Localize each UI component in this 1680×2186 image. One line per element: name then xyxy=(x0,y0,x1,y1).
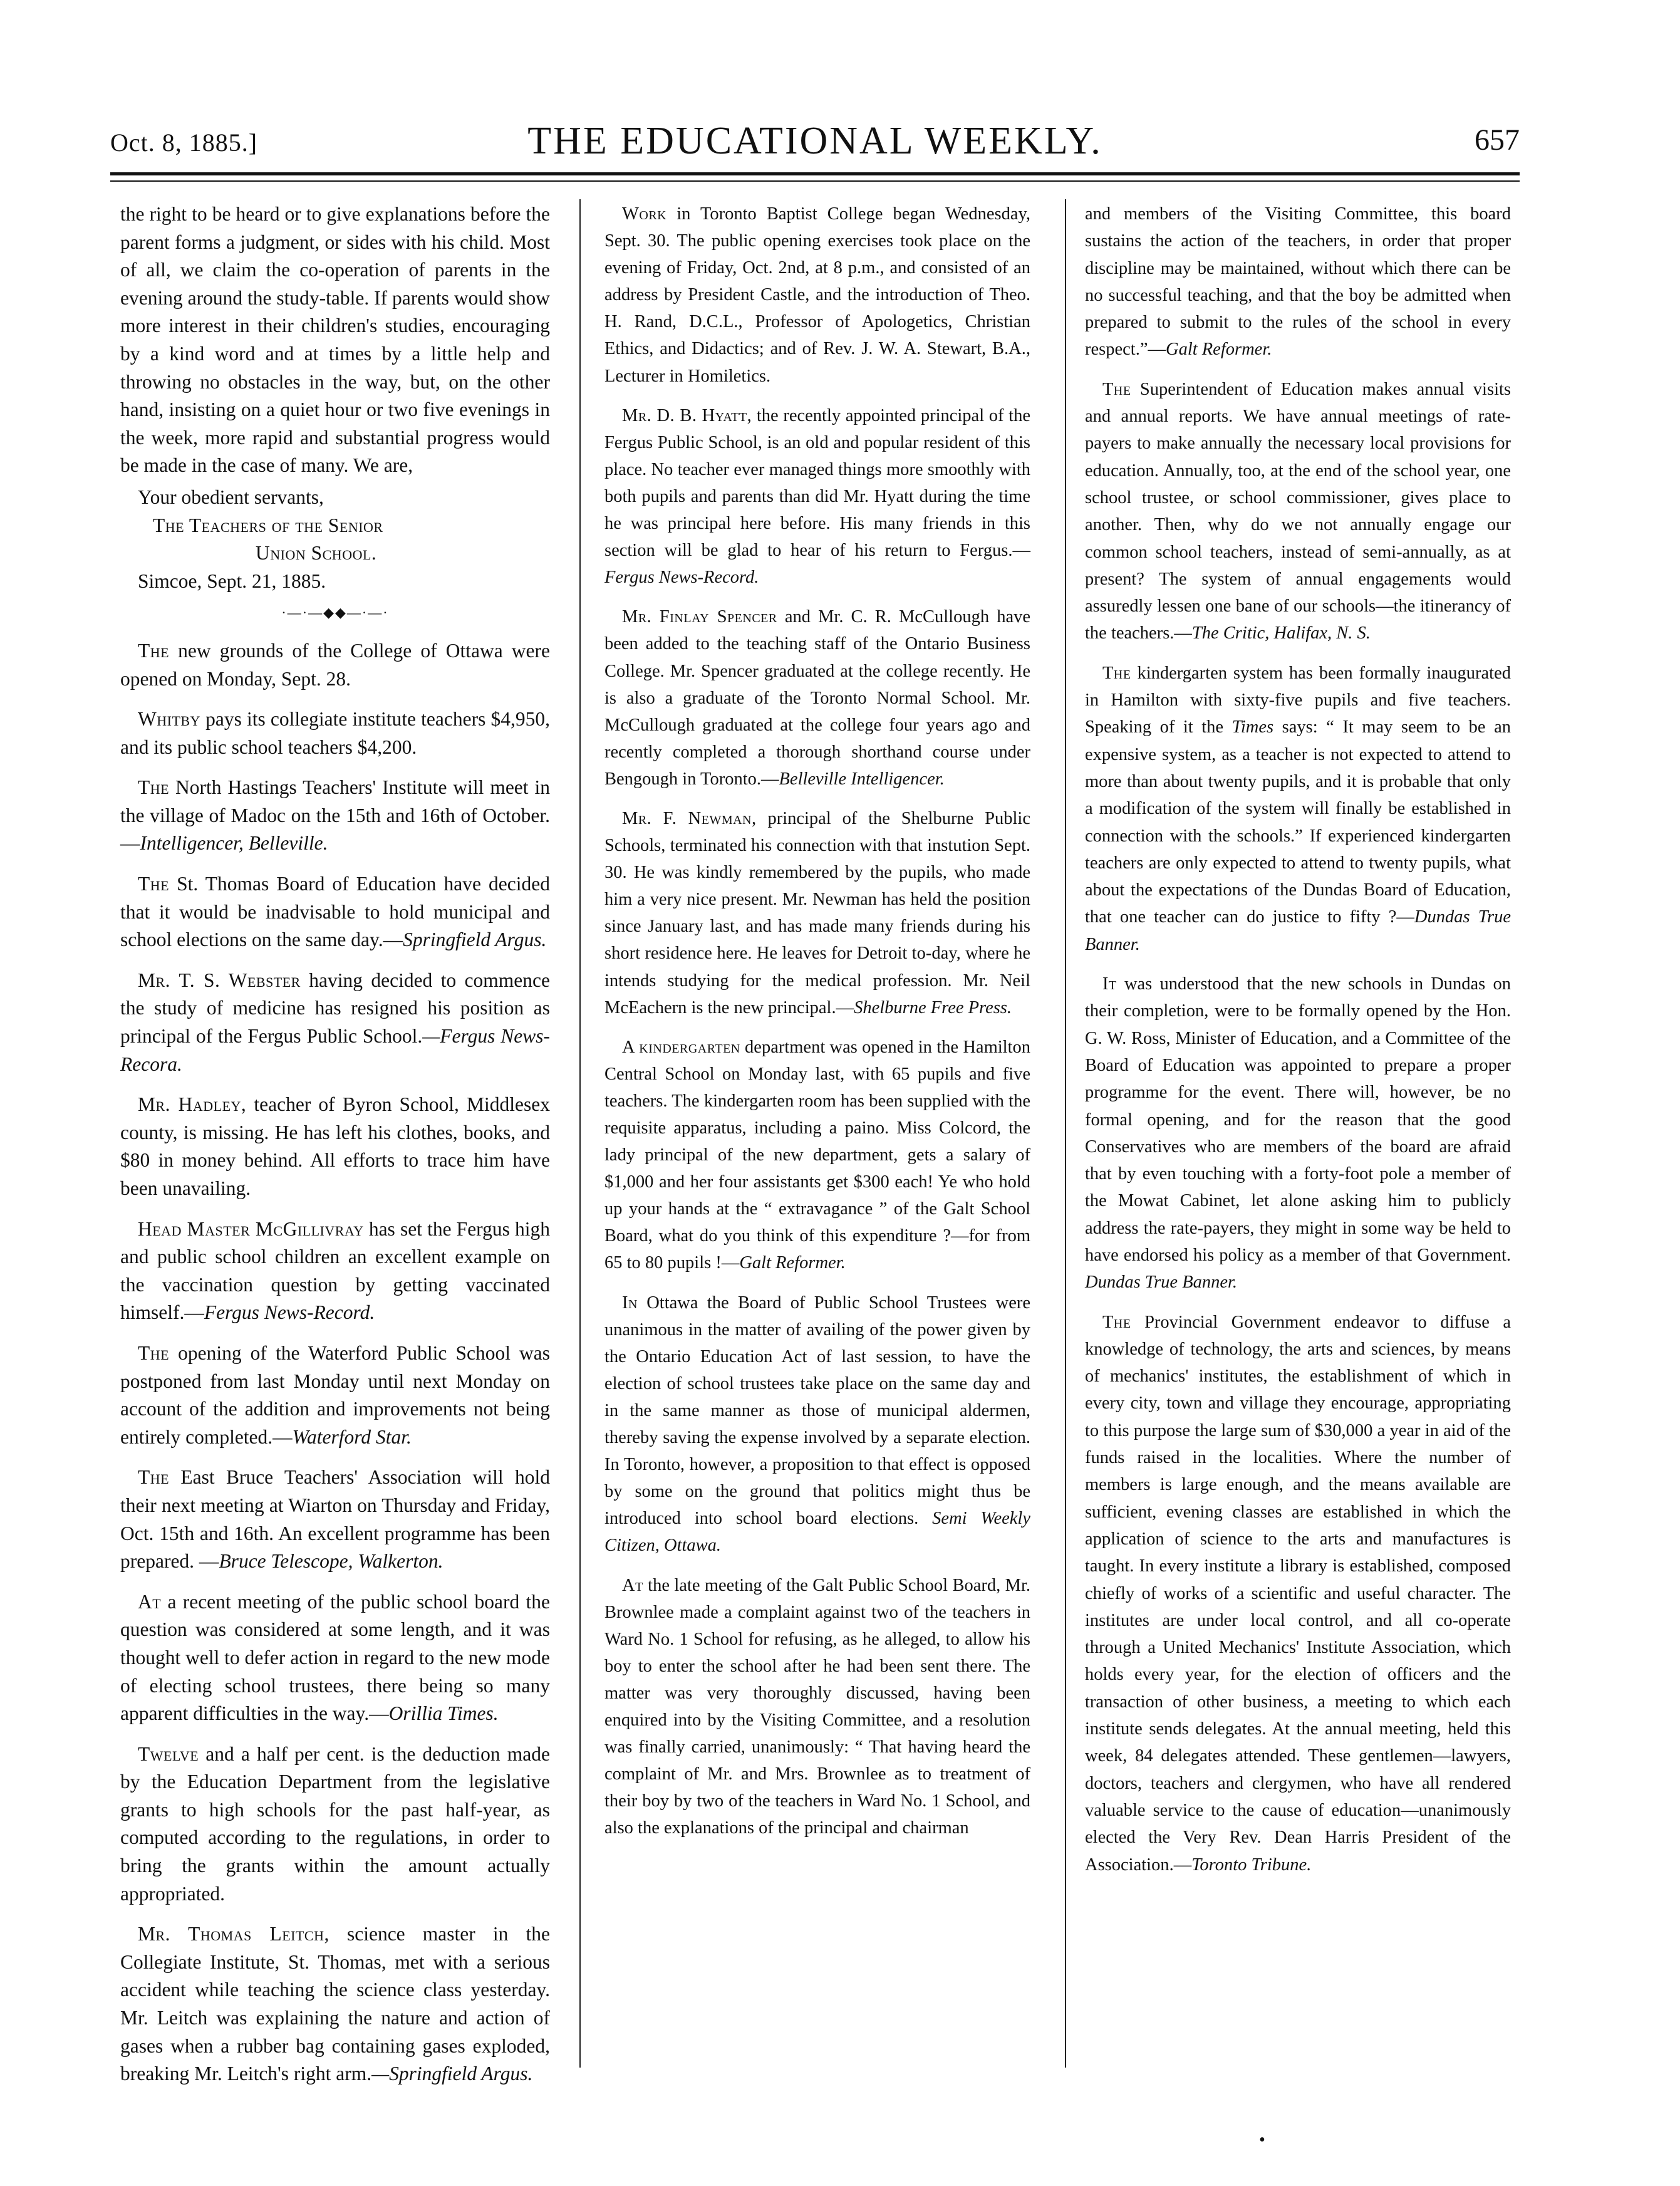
news-item: It was understood that the new schools in Dundas on their completion, were to be formally opened by the Hon. G. W. Ross, Minister of Education, and a Committee of the Board of Education was appointed to prepare a proper programme for the event. There will, however, be no formal opening, and for the reason that the good Conservatives who are members of the board are afraid that by even touching with a forty-foot pole a member of the Mowat Cabinet, let alone asking him to publicly address the rate-payers, they might in some way be held to have endorsed his policy as a member of that Government. Dundas True Banner. xyxy=(1085,974,1511,1293)
column-divider-1 xyxy=(579,199,581,2068)
issue-date: Oct. 8, 1885.] xyxy=(110,128,258,157)
news-item: The Provincial Government endeavor to diffuse a knowledge of technology, the arts and sciences, by means of mechanics' institutes, the establishment of which in every city, town and village they encourage, appropriating to this purpose the large sum of $30,000 a year in aid of the funds raised in the localities. Where the number of members is large enough, and the means available are sufficient, evening classes are established in which the application of science to the arts and manufactures is taught. In every institute a library is established, composed chiefly of works of a scientific and useful character. The institutes are under local control, and all co-operate through a United Mechanics' Institute Association, which holds every year, for the election of officers and the transaction of other business, a meeting to which each institute sends delegates. At the annual meeting, held this week, 84 delegates attended. These gentlemen—lawyers, doctors, teachers and clergymen, who have all rendered valuable service to the cause of education—unanimously elected the Very Rev. Dean Harris President of the Association.—Toronto Tribune. xyxy=(1085,1312,1511,1875)
news-item: At a recent meeting of the public school board the question was considered at some length, and it was thought well to defer action in regard to the new mode of electing school trustees, there being so many apparent difficulties in the way.—Orillia Times. xyxy=(120,1590,550,1725)
news-item: In Ottawa the Board of Public School Trustees were unanimous in the matter of availing of the power given by the Ontario Education Act of last session, to have the election of school trustees take place on the same day and in the same manner as those of municipal aldermen, thereby saving the expense involved by a separate election. In Toronto, however, a proposition to that effect is opposed by some on the ground that politics might thus be introduced into school board elections. Semi Weekly Citizen, Ottawa. xyxy=(604,1293,1031,1556)
news-item: Twelve and a half per cent. is the deduction made by the Education Department from the legislative grants to high schools for the past half-year, as computed according to the regulations, in order to bring the grants within the amount actually appropriated. xyxy=(120,1742,550,1905)
news-item: Mr. Hadley, teacher of Byron School, Middlesex county, is missing. He has left his clothes, books, and $80 in money behind. All efforts to trace him have been unavailing. xyxy=(120,1093,550,1199)
letter-date: Simcoe, Sept. 21, 1885. xyxy=(138,570,326,592)
footer-mark: • xyxy=(1259,2130,1265,2150)
news-item: Work in Toronto Baptist College began Wednesday, Sept. 30. The public opening exercises took place on the evening of Friday, Oct. 2nd, at 8 p.m., and consisted of an address by President Castle, and the introduction of Theo. H. Rand, D.C.L., Professor of Apologetics, Christian Ethics, and Didactics; and of Rev. J. W. A. Stewart, B.A., Lecturer in Homiletics. xyxy=(604,204,1030,386)
news-item: A kindergarten department was opened in the Hamilton Central School on Monday last, with 65 pupils and five teachers. The kindergarten room has been supplied with the requisite apparatus, including a paino. Miss Colcord, the lady principal of the new department, gets a salary of $1,000 and her four assistants get $300 each! Ye who hold up your hands at the “ extravagance ” of the Galt School Board, what do you think of this expenditure ?—for from 65 to 80 pupils !—Galt Reformer. xyxy=(604,1037,1030,1273)
news-item: The North Hastings Teachers' Institute will meet in the village of Madoc on the 15th and 16th of October.—Intelligencer, Belleville. xyxy=(120,776,550,855)
column-divider-2 xyxy=(1065,199,1066,2068)
page-number: 657 xyxy=(1475,123,1520,157)
letter-signature-line-1: The Teachers of the Senior xyxy=(153,514,383,536)
letter-signature-line-2: Union School. xyxy=(256,542,377,565)
news-item: Whitby pays its collegiate institute teachers $4,950, and its public school teachers $4,200. xyxy=(120,708,550,758)
header-rule-thin xyxy=(110,180,1520,182)
news-item: The new grounds of the College of Ottawa were opened on Monday, Sept. 28. xyxy=(120,639,550,690)
news-item: The Superintendent of Education makes annual visits and annual reports. We have annual meetings of rate-payers to make annually the necessary local provisions for education. Annually, too, at the end of the school year, one school trustee, or school commissioner, gives place to another. Then, why do we not annually engage our common school teachers, instead of semi-annually, as at present? The system of annual engagements would assuredly lessen one bane of our schools—the itinerancy of the teachers.—The Critic, Halifax, N. S. xyxy=(1085,379,1511,643)
page-header xyxy=(110,119,1520,169)
section-ornament: ·—·—◆◆—·—· xyxy=(281,605,389,621)
letter-closing: Your obedient servants, xyxy=(138,486,324,508)
masthead-title: THE EDUCATIONAL WEEKLY. xyxy=(527,120,1102,162)
news-item: Mr. D. B. Hyatt, the recently appointed principal of the Fergus Public School, is an old and popular resident of this place. No teacher ever managed things more smoothly with both pupils and parents than did Mr. Hyatt during the time he was principal here before. His many friends in this section will be glad to hear of his return to Fergus.—Fergus News-Record. xyxy=(604,405,1030,588)
column-2 xyxy=(604,200,1030,1854)
news-item: Mr. Finlay Spencer and Mr. C. R. McCullough have been added to the teaching staff of the Ontario Business College. Mr. Spencer graduated at the college recently. He is also a graduate of the Toronto Normal School. Mr. McCullough graduated at the college four years ago and recently completed a thorough shorthand course under Bengough in Toronto.—Belleville Intelligencer. xyxy=(604,607,1030,789)
news-item: The East Bruce Teachers' Association will hold their next meeting at Wiarton on Thursday and Friday, Oct. 15th and 16th. An excellent programme has been prepared. —Bruce Telescope, Walkerton. xyxy=(120,1466,550,1573)
news-item: Mr. F. Newman, principal of the Shelburne Public Schools, terminated his connection with that instution Sept. 30. He was kindly remembered by the pupils, who made him a very nice present. Mr. Newman has held the position since January last, and has made many friends during his short residence here. He leaves for Detroit to-day, where he intends studying for the medical profession. Mr. Neil McEachern is the new principal.—Shelburne Free Press. xyxy=(604,808,1030,1018)
column-1 xyxy=(120,200,550,2101)
news-item: Mr. Thomas Leitch, science master in the Collegiate Institute, St. Thomas, met with a serious accident while teaching the science class yesterday. Mr. Leitch was explaining the nature and action of gases when a rubber bag containing gases exploded, breaking Mr. Leitch's right arm.—Springfield Argus. xyxy=(120,1923,550,2085)
news-item: Head Master McGillivray has set the Fergus high and public school children an excellent example on the vaccination question by getting vaccinated himself.—Fergus News-Record. xyxy=(120,1217,550,1324)
header-rule-thick xyxy=(110,172,1520,175)
news-item: The St. Thomas Board of Education have decided that it would be inadvisable to hold municipal and school elections on the same day.—Springfield Argus. xyxy=(120,873,550,951)
column-3 xyxy=(1085,200,1511,1891)
news-item-continued: and members of the Visiting Committee, this board sustains the action of the teachers, in order that proper discipline may be maintained, without which there can be no successful teaching, and that the boy be admitted when prepared to submit to the rules of the school in every respect.”—Galt Reformer. xyxy=(1085,204,1511,360)
news-item: At the late meeting of the Galt Public School Board, Mr. Brownlee made a complaint against two of the teachers in Ward No. 1 School for refusing, as he alleged, to allow his boy to enter the school after he had been sent there. The matter was very thoroughly discussed, having been enquired into by the Visiting Committee, and a resolution was finally carried, unanimously: “ That having heard the complaint of Mr. and Mrs. Brownlee as to treatment of their boy by two of the teachers in Ward No. 1 School, and also the explanations of the principal and chairman xyxy=(604,1575,1030,1838)
news-item: The opening of the Waterford Public School was postponed from last Monday until next Monday on account of the addition and improvements not being entirely completed.—Waterford Star. xyxy=(120,1341,550,1448)
news-item: The kindergarten system has been formally inaugurated in Hamilton with sixty-five pupils and five teachers. Speaking of it the Times says: “ It may seem to be an expensive system, as a teacher is not expected to attend to more than about twenty pupils, and it is probable that only a modification of the system will finally be established in connection with the schools.” If experienced kindergarten teachers are only expected to attend to twenty pupils, what about the expectations of the Dundas Board of Education, that one teacher can do justice to fifty ?—Dundas True Banner. xyxy=(1085,663,1511,954)
letter-text: the right to be heard or to give explanations before the parent forms a judgment, or sides with his child. Most of all, we claim the co-operation of parents in the evening around the study-table. If parents would show more interest in their children's studies, encouraging by a kind word and at times by a little help and throwing no obstacles in the way, but, on the other hand, insisting on a quiet hour or two five evenings in the week, more rapid and substantial progress would be made in the case of many. We are, xyxy=(120,203,550,477)
news-item: Mr. T. S. Webster having decided to commence the study of medicine has resigned his position as principal of the Fergus Public School.—Fergus News-Recora. xyxy=(120,969,551,1075)
